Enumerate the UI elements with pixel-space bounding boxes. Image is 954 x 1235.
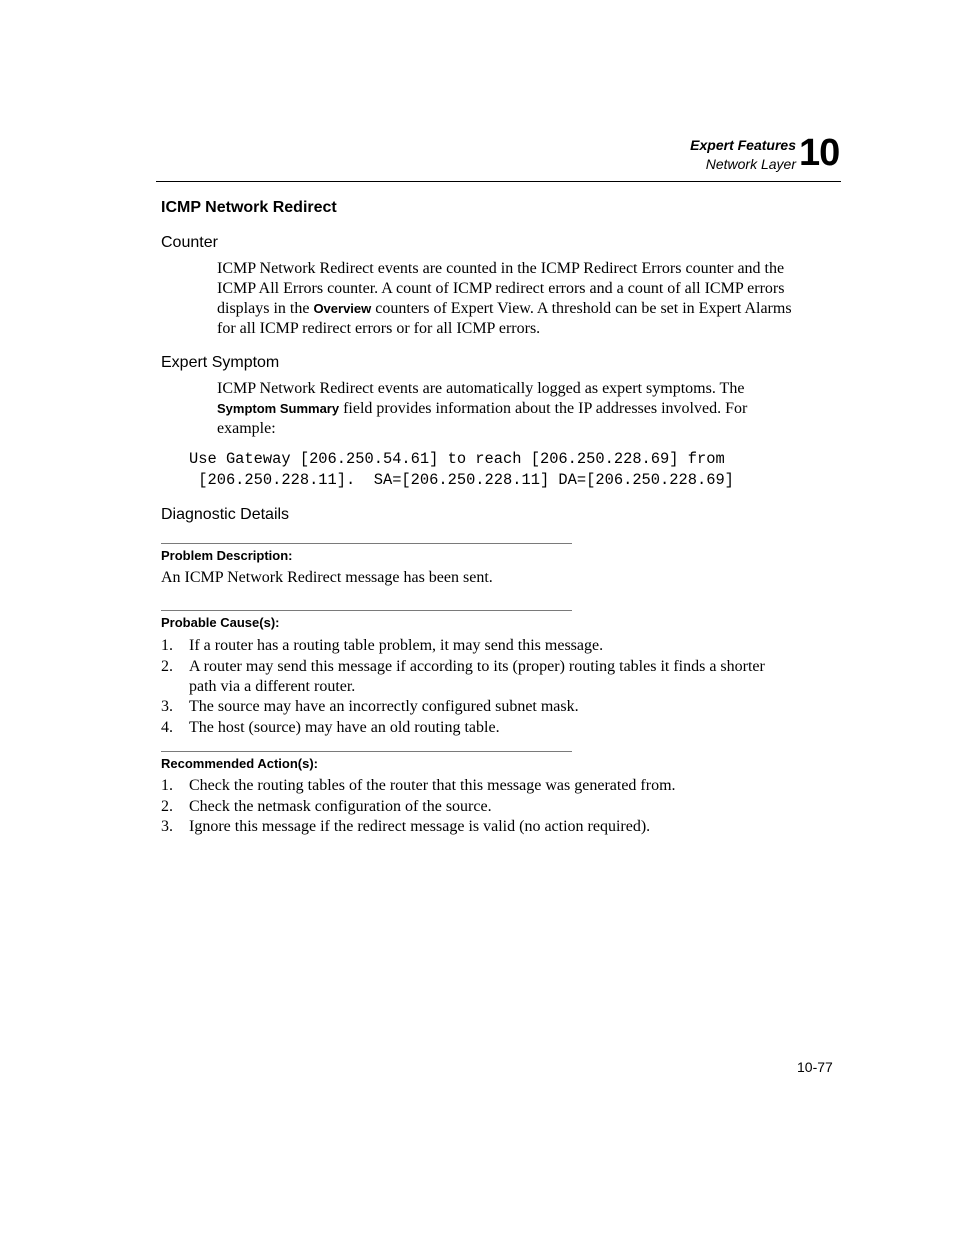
- counter-heading: Counter: [161, 234, 218, 251]
- item-number: 4.: [161, 718, 173, 736]
- item-number: 2.: [161, 657, 173, 675]
- item-text: A router may send this message if according to its (proper) routing tables it finds a shorter path via a different router.: [189, 657, 765, 695]
- problem-rule: [161, 543, 572, 544]
- diagnostic-heading: Diagnostic Details: [161, 506, 290, 523]
- symptom-summary-term: Symptom Summary: [217, 401, 340, 416]
- section-title: ICMP Network Redirect: [161, 199, 337, 216]
- list-item: [161, 697, 776, 717]
- symptom-heading: Expert Symptom: [161, 354, 280, 371]
- item-text: The host (source) may have an old routing table.: [189, 718, 500, 736]
- symptom-paragraph: [217, 379, 792, 439]
- item-number: 1.: [161, 637, 173, 654]
- causes-list: [161, 636, 776, 738]
- list-item: [161, 636, 776, 656]
- symptom-text-1: ICMP Network Redirect events are automatically logged as expert symptoms. The: [217, 380, 745, 397]
- list-item: [161, 657, 776, 697]
- code-example-line-2: [206.250.228.11]. SA=[206.250.228.11] DA=[206.250.228.69]: [189, 471, 734, 489]
- item-text: Check the routing tables of the router that this message was generated from.: [189, 777, 676, 794]
- problem-text: An ICMP Network Redirect message has been sent.: [161, 569, 493, 586]
- item-text: Check the netmask configuration of the source.: [189, 797, 492, 815]
- problem-label: Problem Description:: [161, 548, 293, 563]
- running-header-subsection: Network Layer: [705, 156, 796, 172]
- list-item: [161, 817, 776, 837]
- actions-rule: [161, 751, 572, 752]
- symptom-text-2: field provides information about the IP addresses involved. For example:: [217, 400, 748, 437]
- overview-term: Overview: [313, 301, 372, 316]
- counter-text-2: counters of Expert View. A threshold can be set in Expert Alarms for all ICMP redirect errors or for all ICMP errors.: [217, 300, 792, 337]
- header-rule: [156, 181, 841, 182]
- list-item: [161, 797, 776, 817]
- running-header-section: Expert Features: [690, 137, 796, 153]
- counter-paragraph: [217, 259, 792, 339]
- item-number: 3.: [161, 818, 173, 835]
- item-text: Ignore this message if the redirect message is valid (no action required).: [189, 818, 651, 835]
- actions-list: [161, 776, 776, 838]
- list-item: [161, 718, 776, 738]
- chapter-number: 10: [799, 132, 840, 174]
- counter-text-1: ICMP Network Redirect events are counted in the ICMP Redirect Errors counter and the ICMP All Errors counter. A count of ICMP redirect errors and a count of all ICMP errors displays in the: [217, 260, 785, 317]
- code-example-line-1: Use Gateway [206.250.54.61] to reach [206.250.228.69] from: [189, 450, 725, 468]
- item-number: 2.: [161, 797, 173, 815]
- item-text: The source may have an incorrectly configured subnet mask.: [189, 698, 579, 715]
- item-number: 3.: [161, 698, 173, 715]
- item-number: 1.: [161, 777, 173, 794]
- list-item: [161, 776, 776, 796]
- item-text: If a router has a routing table problem, it may send this message.: [189, 637, 604, 654]
- causes-rule: [161, 610, 572, 611]
- page-number: 10-77: [797, 1059, 833, 1075]
- actions-label: Recommended Action(s):: [161, 756, 318, 771]
- causes-label: Probable Cause(s):: [161, 615, 280, 630]
